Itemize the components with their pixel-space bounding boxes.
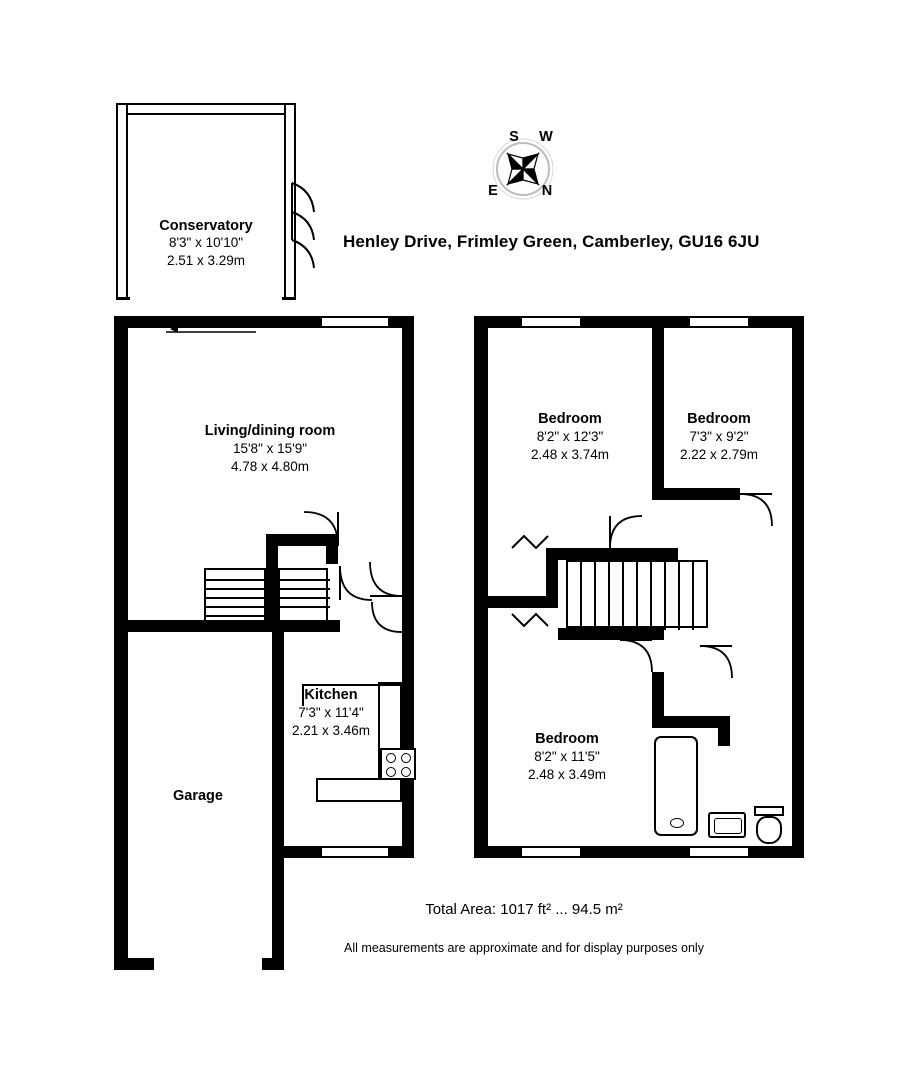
garage-wall-right (272, 620, 284, 970)
room-label-bedroom2-name: Bedroom (687, 411, 751, 427)
compass-rose (478, 124, 568, 214)
sink-basin (714, 818, 742, 834)
hall-wall-right (402, 596, 414, 632)
conservatory-wall-top (116, 103, 296, 115)
room-label-conservatory-metric: 2.51 x 3.29m (166, 253, 246, 268)
garage-wall-bottom-left (114, 958, 154, 970)
kitchen-wall-right (402, 622, 414, 858)
room-label-bedroom3-metric: 2.48 x 3.49m (527, 767, 607, 782)
garage-wall-left (114, 622, 128, 970)
compass-label-bottom-right: N (541, 183, 553, 199)
room-label-conservatory-imperial: 8'3" x 10'10" (168, 235, 244, 250)
bedroom-divider-vertical-top (652, 328, 664, 488)
conservatory-wall-right (284, 103, 296, 299)
first-wall-bottom-right (750, 846, 804, 858)
stair-enclosure-wall-left (266, 534, 278, 632)
room-label-bedroom1-imperial: 8'2" x 12'3" (536, 429, 604, 444)
room-label-garage-name: Garage (173, 788, 223, 804)
landing-wall-bottom (558, 628, 664, 640)
compass-label-top-left: S (509, 129, 519, 145)
bedroom-divider-horizontal-top (652, 488, 740, 500)
landing-wall-left (488, 596, 546, 608)
ground-staircase-upper (278, 568, 328, 622)
room-label-kitchen-imperial: 7'3" x 11'4" (298, 705, 364, 720)
bathroom-wall-right-vert (718, 716, 730, 746)
first-window-top-2 (688, 316, 750, 328)
toilet-bowl (756, 816, 782, 844)
first-wall-top-mid (582, 316, 688, 328)
first-wall-bottom-left (474, 846, 520, 858)
compass-label-bottom-left: E (488, 183, 498, 199)
room-label-bedroom3-name: Bedroom (535, 731, 599, 747)
room-label-bedroom2-metric: 2.22 x 2.79m (679, 447, 759, 462)
first-staircase (566, 560, 708, 628)
first-wall-right (792, 316, 804, 858)
room-label-kitchen-name: Kitchen (304, 687, 358, 703)
room-label-living-name: Living/dining room (204, 423, 336, 439)
kitchen-wall-bottom-right (390, 846, 414, 858)
room-label-bedroom3-imperial: 8'2" x 11'5" (534, 749, 600, 764)
conservatory-wall-left (116, 103, 128, 299)
ground-wall-left (114, 316, 128, 622)
disclaimer-label: All measurements are approximate and for display purposes only (344, 941, 704, 955)
compass-label-top-right: W (539, 129, 553, 145)
room-label-kitchen-metric: 2.21 x 3.46m (291, 723, 371, 738)
kitchen-wall-bottom-left (284, 846, 320, 858)
ground-window-top (320, 316, 390, 328)
room-label-bedroom1-metric: 2.48 x 3.74m (530, 447, 610, 462)
first-window-bottom-2 (688, 846, 750, 858)
total-area-label: Total Area: 1017 ft² ... 94.5 m² (425, 901, 623, 918)
kitchen-window-bottom (320, 846, 390, 858)
conservatory-wall-bottom-left-stub (116, 297, 130, 300)
first-window-top-1 (520, 316, 582, 328)
first-window-bottom (520, 846, 582, 858)
first-wall-bottom-mid (582, 846, 688, 858)
ground-wall-right (402, 316, 414, 622)
stair-enclosure-wall-right (326, 534, 338, 564)
page-title: Henley Drive, Frimley Green, Camberley, GU16 6JU (343, 232, 760, 251)
ground-wall-top-left (114, 316, 262, 328)
room-label-living-metric: 4.78 x 4.80m (230, 459, 310, 474)
ground-staircase (204, 568, 266, 622)
room-label-conservatory-name: Conservatory (159, 218, 253, 234)
garage-wall-bottom-right (262, 958, 284, 970)
room-label-living-imperial: 15'8" x 15'9" (232, 441, 308, 456)
kitchen-worktop-bottom (316, 778, 402, 802)
first-wall-left (474, 316, 488, 858)
kitchen-hob-burners (380, 748, 416, 780)
bathtub-drain (670, 818, 684, 828)
toilet-tank (754, 806, 784, 816)
room-label-bedroom1-name: Bedroom (538, 411, 602, 427)
conservatory-wall-bottom-right-stub (282, 297, 296, 300)
room-label-bedroom2-imperial: 7'3" x 9'2" (689, 429, 749, 444)
